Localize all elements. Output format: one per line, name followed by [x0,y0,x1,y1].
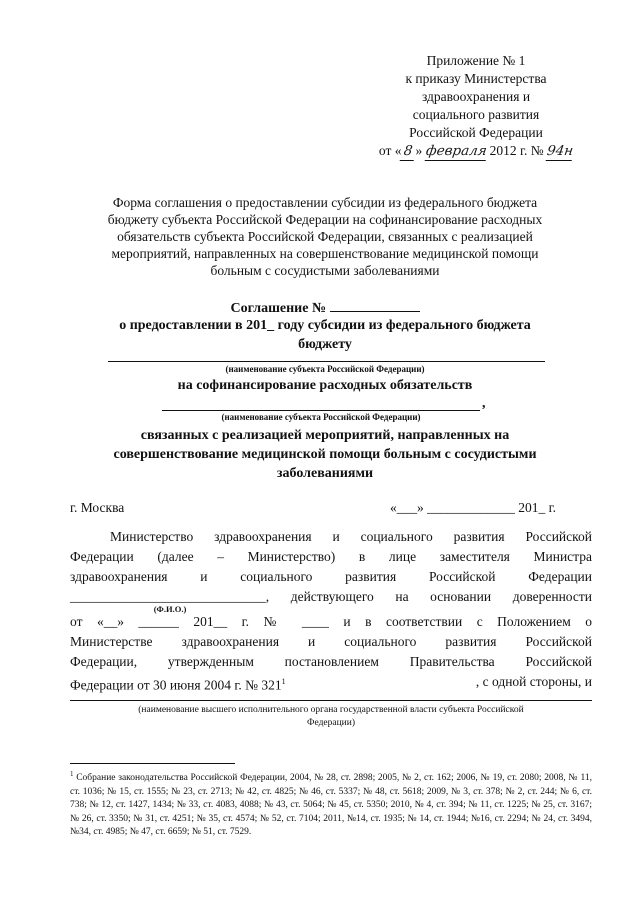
agreement-number-blank [330,297,420,312]
handwritten-month: февраля [424,143,488,159]
footnote-marker: 1 [70,770,74,778]
handwritten-day: 8 [400,142,417,161]
body-line-8 [70,673,592,695]
subject-blank-line-2 [162,410,480,411]
date-prefix: от « [378,143,402,158]
subject-label-2: (наименование субъекта Российской Федерации) [221,412,421,422]
form-title-line-3: обязательств субъекта Российской Федерации, связанных с реализацией [117,229,533,244]
organ-label-2: Федерации) [306,718,356,728]
footnote-separator [70,763,235,764]
footnote-text: Собрание законодательства Российской Федерации, 2004, № 28, ст. 2898; 2005, № 2, ст. 162; 2006, № 19, ст. 2080; 2008, № 11, ст. 1036; № 15, ст. 1555; № 23, ст. 2713; № 42, ст. 4825; № 46, ст. 5337; № 48, ст. 5618; 2009, № 3, ст. 378; № 2, ст. 244; № 6, ст. 738; № 12, ст. 1427, 1434; № 33, ст. 4083, 4088; № 43, ст. 5064; № 45, ст. 5350; 2010, № 4, ст. 394; № 11, ст. 1225; № 25, ст. 3167; № 26, ст. 3350; № 31, ст. 4251; № 35, ст. 4574; № 52, ст. 7104; 2011, №14, ст. 1935; № 14, ст. 1944; №16, ст. 2294; № 24, ст. 3494, №34, ст. 4985; № 47, ст. 6659; № 51, ст. 7529. [70,773,592,838]
subject-label-1: (наименование субъекта Российской Федерации) [225,364,425,374]
appendix-line-4: социального развития [412,107,540,122]
appendix-line-5: Российской Федерации [409,125,543,140]
appendix-line-1: Приложение № 1 [426,53,526,68]
appendix-header [360,52,592,161]
date-mid: » [415,143,423,158]
agreement-title: Соглашение № [60,297,590,318]
date-year: 2012 г. № [489,143,544,158]
agreement-date: «___» _____________ 201_ г. [390,500,557,515]
body-line-1: Министерство здравоохранения и социального развития Российской [110,529,592,544]
footnote-ref: 1 [281,677,286,686]
form-title [60,194,590,279]
agreement-line-2: о предоставлении в 201_ году субсидии из федерального бюджета [119,318,531,333]
subject-blank-line-1 [108,361,545,362]
organ-label-1: (наименование высшего исполнительного органа государственной власти субъекта Российской [138,705,524,715]
appendix-line-3: здравоохранения и [421,89,531,104]
city: г. Москва [70,500,125,515]
appendix-line-2: к приказу Министерства [405,71,547,86]
agreement-line-7: заболеваниями [276,466,374,481]
agreement-line-4: на софинансирование расходных обязательств [177,378,473,393]
footnote [70,768,592,840]
body-line-8a: Федерации от 30 июня 2004 г. № $321^1$ [70,677,286,693]
appendix-date-line [360,142,592,161]
form-title-line-2: бюджету субъекта Российской Федерации на софинансирование расходных [107,212,543,227]
subject-comma: , [482,396,486,411]
agreement-line-6: совершенствование медицинской помощи больным с сосудистыми [113,447,537,462]
form-title-line-5: больным с сосудистыми заболеваниями [210,263,440,278]
organ-blank-line [70,700,592,701]
fio-label: (Ф.И.О.) [153,604,187,614]
form-title-line-1: Форма соглашения о предоставлении субсидии из федерального бюджета [112,195,538,210]
body-line-2: Федерации (далее – Министерство) в лице заместителя Министра [70,549,592,564]
agreement-line-5: связанных с реализацией мероприятий, направленных на [140,428,510,443]
body-line-8b: , с одной стороны, и [475,674,592,689]
form-title-line-4: мероприятий, направленных на совершенствование медицинской помощи [111,246,539,261]
body-line-4: _____________________________, действующего на основании доверенности [70,589,592,604]
body-line-7: Федерации, утвержденным постановлением Правительства Российской [70,654,592,669]
body-line-3: здравоохранения и социального развития Российской Федерации [70,569,592,584]
agreement-line-3: бюджету [298,337,352,352]
body-line-5: от «__» ______ 201__ г. № ____ и в соответствии с Положением о [70,614,592,629]
body-line-6: Министерстве здравоохранения и социального развития Российской [70,634,592,649]
handwritten-number: 94н [545,143,575,159]
